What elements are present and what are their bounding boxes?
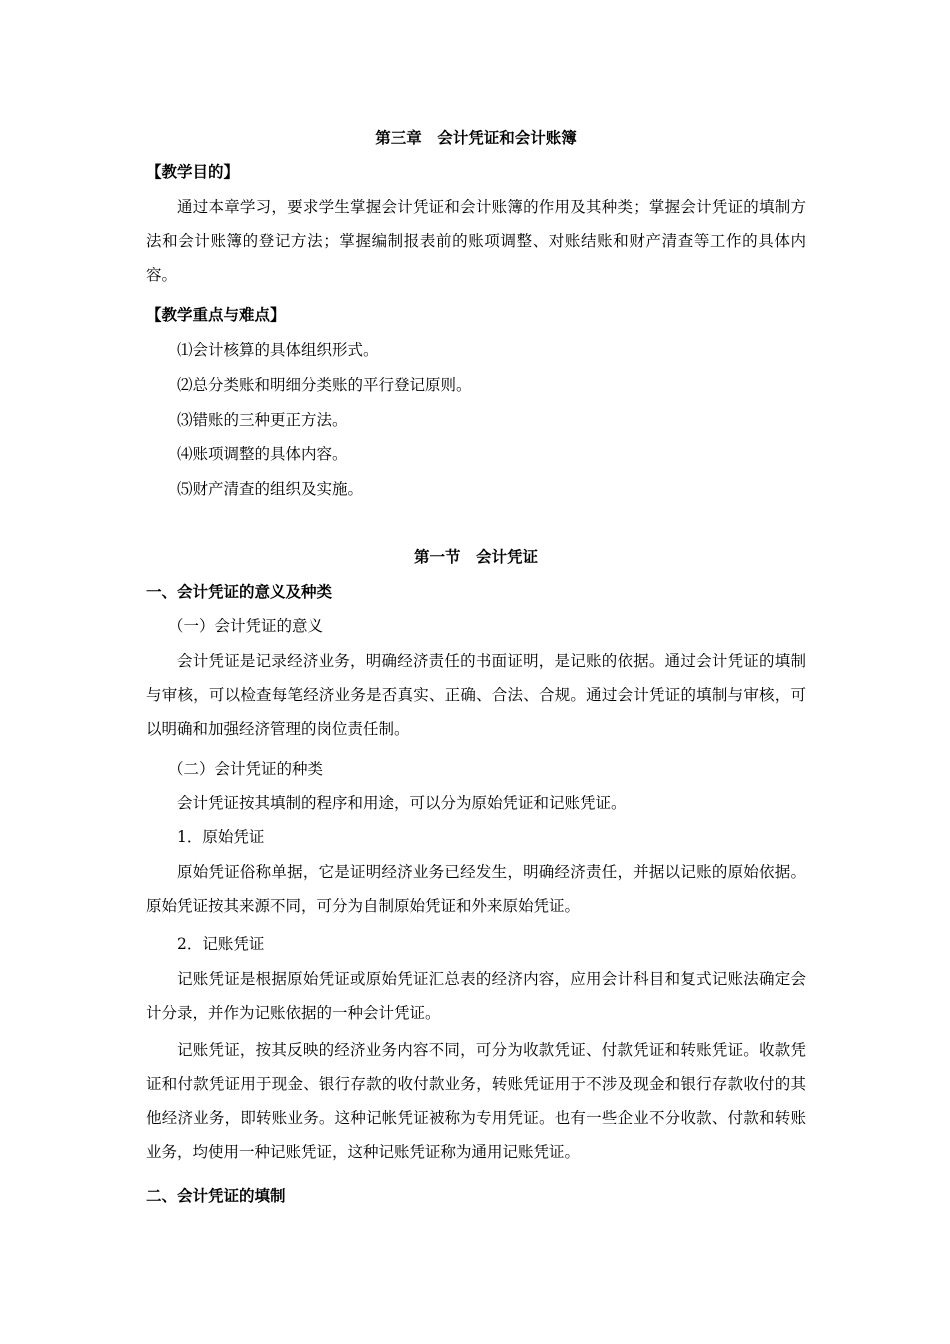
item2-text: 记账凭证是根据原始凭证或原始凭证汇总表的经济内容，应用会计科目和复式记账法确定会计分录，并作为记账依据的一种会计凭证。	[146, 970, 806, 1022]
sub2-text: 会计凭证按其填制的程序和用途，可以分为原始凭证和记账凭证。	[177, 794, 627, 812]
section-title: 第一节 会计凭证	[413, 547, 538, 566]
item1-text: 原始凭证俗称单据，它是证明经济业务已经发生，明确经济责任，并据以记账的原始依据。原始凭证按其来源不同，可分为自制原始凭证和外来原始凭证。	[146, 863, 806, 915]
teaching-goal-heading: 【教学目的】	[146, 162, 240, 181]
chapter-title: 第三章 会计凭证和会计账簿	[375, 128, 577, 147]
key-points-heading: 【教学重点与难点】	[146, 305, 286, 324]
sub2-heading: （二）会计凭证的种类	[168, 760, 324, 778]
sub1-heading: （一）会计凭证的意义	[168, 617, 324, 635]
sub1-text: 会计凭证是记录经济业务，明确经济责任的书面证明，是记账的依据。通过会计凭证的填制与审核，可以检查每笔经济业务是否真实、正确、合法、合规。通过会计凭证的填制与审核，可以明确和加强经济管理的岗位责任制。	[146, 652, 806, 738]
key-point-item: ⑸财产清查的组织及实施。	[177, 480, 364, 498]
part1-heading: 一、会计凭证的意义及种类	[146, 582, 333, 601]
item2-text: 记账凭证，按其反映的经济业务内容不同，可分为收款凭证、付款凭证和转账凭证。收款凭证和付款凭证用于现金、银行存款的收付款业务，转账凭证用于不涉及现金和银行存款收付的其他经济业务，即转账业务。这种记帐凭证被称为专用凭证。也有一些企业不分收款、付款和转账业务，均使用一种记账凭证，这种记账凭证称为通用记账凭证。	[146, 1041, 806, 1161]
teaching-goal-text: 通过本章学习，要求学生掌握会计凭证和会计账簿的作用及其种类；掌握会计凭证的填制方法和会计账簿的登记方法；掌握编制报表前的账项调整、对账结账和财产清查等工作的具体内容。	[146, 198, 806, 284]
key-point-item: ⑷账项调整的具体内容。	[177, 445, 348, 463]
key-point-item: ⑵总分类账和明细分类账的平行登记原则。	[177, 376, 472, 394]
item1-heading: 1．原始凭证	[177, 828, 265, 846]
key-point-item: ⑴会计核算的具体组织形式。	[177, 341, 379, 359]
key-point-item: ⑶错账的三种更正方法。	[177, 411, 348, 429]
item2-heading: 2．记账凭证	[177, 935, 265, 953]
part2-heading: 二、会计凭证的填制	[146, 1186, 286, 1205]
